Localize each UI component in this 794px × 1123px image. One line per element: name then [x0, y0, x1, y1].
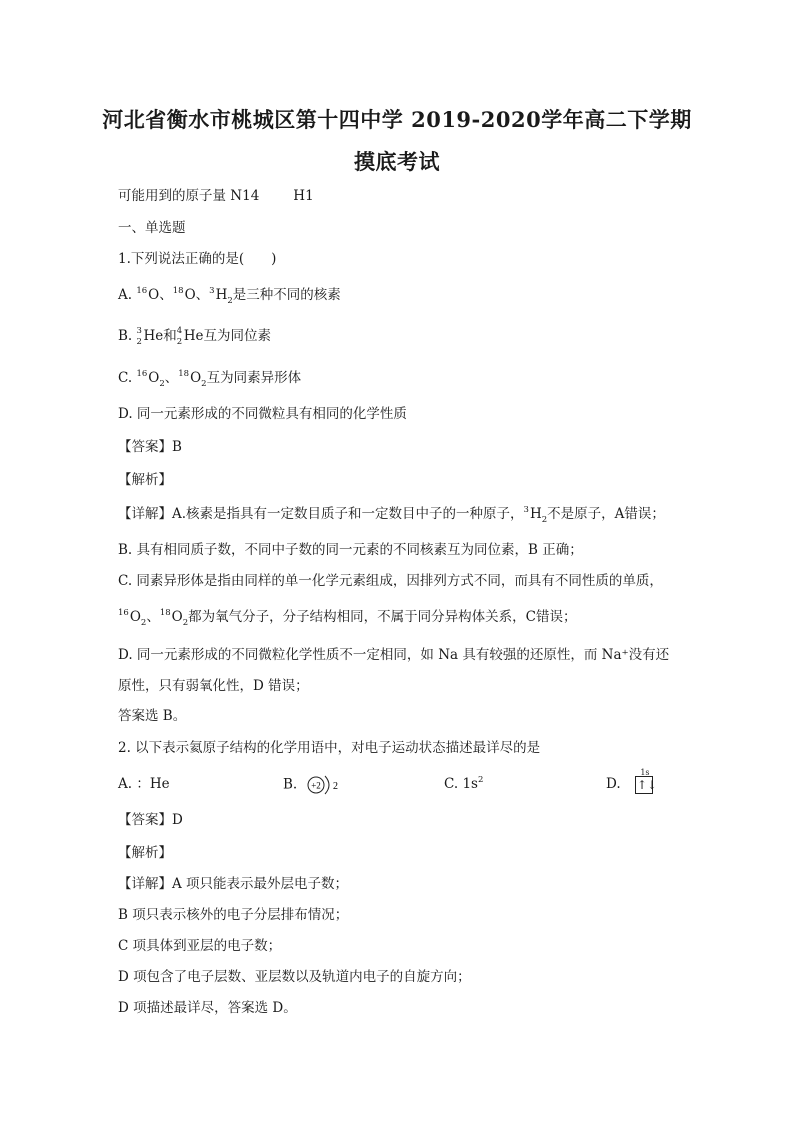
mass-number: 18 — [178, 369, 190, 379]
atom-structure-diagram — [306, 774, 340, 796]
element-symbol: H — [529, 506, 542, 522]
q2-option-b — [283, 774, 340, 796]
q2-options — [118, 767, 678, 798]
element-symbol: O — [148, 370, 160, 386]
element-symbol: O、 — [148, 287, 173, 303]
q1-conclusion: 答案选 B。 — [118, 708, 187, 724]
q2-detail-c: C 项具体到亚层的电子数； — [118, 938, 282, 954]
nuclide-notation: 3 2 — [136, 326, 142, 347]
orbital-box-diagram — [635, 767, 658, 794]
mass-number: 3 — [209, 286, 215, 296]
q2-option-c — [444, 774, 484, 796]
mass-number: 3 — [523, 505, 529, 515]
option-text: 是三种不同的核素 — [232, 287, 341, 303]
atomic-mass-label: 可能用到的原子量 — [118, 188, 226, 204]
option-prefix: A. — [118, 776, 133, 792]
title-line-1: 河北省衡水市桃城区第十四中学 2019-2020学年高二下学期 — [102, 107, 692, 132]
spin-arrows-icon: ↑↓ — [636, 777, 658, 792]
subscript: 2 — [159, 379, 165, 389]
q1-detail-c-line-2: $^{16}O_2$、$^{18}O_2$都为氧气分子，分子结构相同，不属于同分异构体关系，C错误； — [118, 608, 577, 628]
mass-number: 16 — [118, 608, 129, 618]
subscript: 2 — [140, 618, 147, 628]
q1-detail-a: 【详解】A.核素是指具有一定数目质子和一定数目中子的一种原子，$^3H_2$不是原子，A错误； — [118, 505, 665, 525]
orbital-label: 1s — [640, 767, 650, 777]
shell-electron-count: 2 — [332, 781, 338, 792]
element-symbol: O — [171, 609, 183, 625]
q2-option-a — [118, 774, 170, 794]
electron-dot-formula: ：He — [136, 776, 170, 792]
q1-analysis-label: 【解析】 — [118, 472, 172, 488]
q2-stem: 2. 以下表示氦原子结构的化学用语中，对电子运动状态描述最详尽的是 — [118, 740, 541, 756]
option-prefix: C. — [118, 370, 133, 386]
option-text: 互为同位素 — [203, 328, 272, 344]
q1-stem: 1.下列说法正确的是( ) — [118, 251, 277, 267]
atomic-mass-n: N14 — [230, 188, 260, 204]
mass-number: 18 — [172, 286, 184, 296]
atomic-mass-h: H1 — [293, 188, 314, 204]
subscript: 2 — [227, 296, 233, 306]
atomic-mass-line — [118, 186, 314, 206]
mass-number: 16 — [136, 286, 148, 296]
title-line-2: 摸底考试 — [354, 149, 440, 174]
q1-detail-d-line-1: D. 同一元素形成的不同微粒化学性质不一定相同，如 Na 具有较强的还原性，而 Na⁺没有还 — [118, 647, 670, 663]
q2-detail-b: B 项只表示核外的电子分层排布情况； — [118, 907, 349, 923]
option-prefix: A. — [118, 287, 133, 303]
mass-number: 16 — [136, 369, 148, 379]
q1-option-d: D. 同一元素形成的不同微粒具有相同的化学性质 — [118, 406, 407, 422]
nuclide-notation: 4 2 — [176, 326, 183, 347]
q1-detail-c-line-1: C. 同素异形体是指由同样的单一化学元素组成，因排列方式不同，而具有不同性质的单质， — [118, 573, 663, 589]
element-symbol: H — [215, 287, 228, 303]
q2-conclusion: D 项描述最详尽，答案选 D。 — [118, 1000, 297, 1016]
q1-option-a — [118, 285, 341, 307]
q1-answer: 【答案】B — [118, 439, 182, 455]
element-symbol: O — [129, 609, 141, 625]
mass-number: 18 — [159, 608, 171, 618]
option-prefix: C. — [444, 776, 459, 792]
option-prefix: B. — [118, 328, 133, 344]
electron-count: 2 — [477, 775, 484, 785]
q1-detail-d-line-2: 原性，只有弱氧化性，D 错误； — [118, 678, 309, 694]
q2-answer: 【答案】D — [118, 812, 183, 828]
q1-option-c: C. $^{16}O_2$、$^{18}O_2$互为同素异形体 — [118, 369, 302, 389]
element-symbol: He — [143, 328, 164, 344]
electron-shell-arc-icon — [325, 776, 329, 794]
option-prefix: B. — [283, 776, 298, 793]
option-prefix: D. — [606, 776, 621, 792]
q2-option-d — [606, 767, 658, 794]
nucleus-charge: +2 — [310, 780, 321, 791]
subscript: 2 — [201, 379, 207, 389]
orbital-notation: 1s — [462, 776, 478, 792]
option-text: 互为同素异形体 — [206, 370, 302, 386]
q2-analysis-label: 【解析】 — [118, 845, 172, 861]
q2-detail-a: 【详解】A 项只能表示最外层电子数； — [118, 876, 349, 892]
q1-option-b: B. 3 2 He和 4 2 He互为同位素 — [118, 326, 272, 347]
subscript: 2 — [182, 618, 189, 628]
q2-detail-d: D 项包含了电子层数、亚层数以及轨道内电子的自旋方向； — [118, 969, 471, 985]
element-symbol: O、 — [184, 287, 210, 303]
element-symbol: O — [190, 370, 202, 386]
section-heading: 一、单选题 — [118, 220, 186, 236]
element-symbol: He — [183, 328, 204, 344]
subscript: 2 — [541, 515, 548, 525]
q1-detail-b: B. 具有相同质子数，不同中子数的同一元素的不同核素互为同位素，B 正确； — [118, 542, 583, 558]
